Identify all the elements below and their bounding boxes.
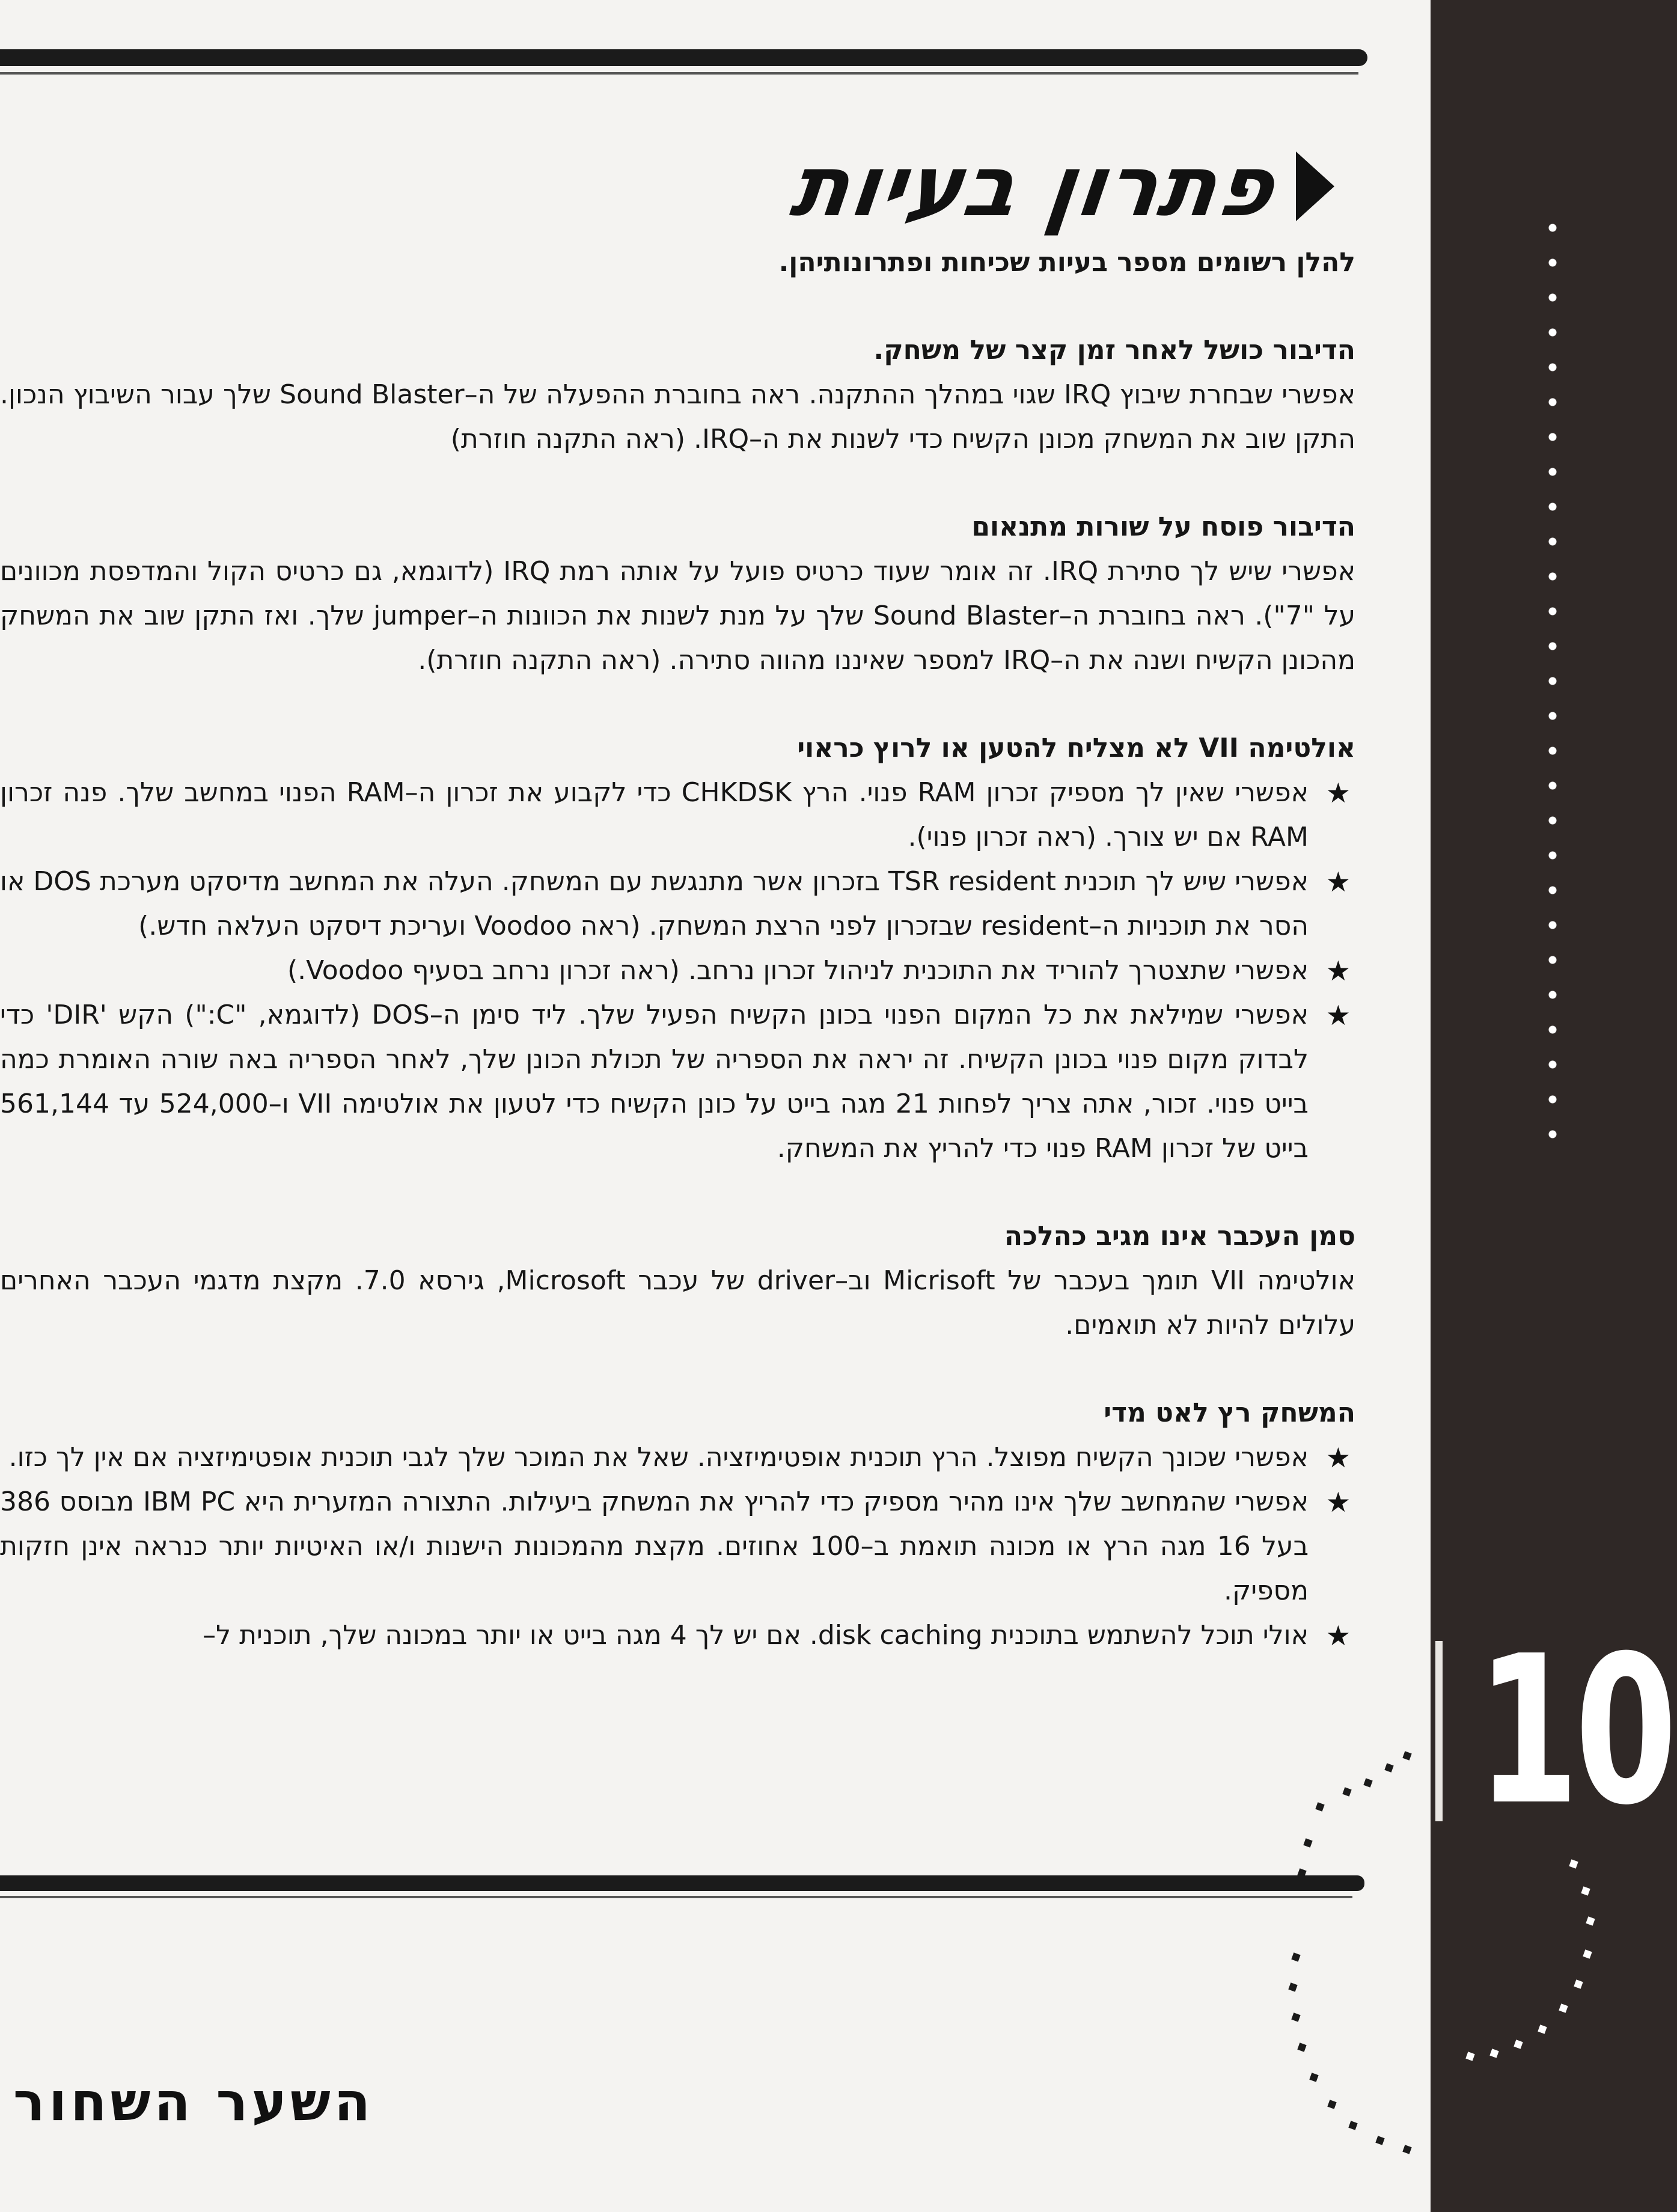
list-item: ★ אפשרי שמילאת את כל המקום הפנוי בכונן הקשיח הפעיל שלך. ליד סימן ה–DOS (לדוגמא, "C:") הקש 'DIR' כדי לבדוק מקום פנוי בכונן הקשיח. זה יראה את הספריה של תכולת הכונן שלך, לאחר הספריה באה שורה האומרת כמה בייט פנוי. זכור, אתה צריך לפחות 21 מגה בייט על כונן הקשיח כדי לטעון את אולטימה VII ו–524,000 עד 561,144 בייט של זכרון RAM פנוי כדי להריץ את המשחק. — [0, 993, 1355, 1171]
star-icon: ★ — [1325, 866, 1351, 898]
star-icon: ★ — [1325, 1441, 1351, 1474]
list-item: ★ אפשרי שכונך הקשיח מפוצל. הרץ תוכנית אופטימיזציה. שאל את המוכר שלך לגבי תוכנית אופטימיזציה אם אין לך כזו. — [0, 1435, 1355, 1480]
footer-title: השער השחור — [13, 2071, 374, 2133]
star-icon: ★ — [1325, 999, 1351, 1031]
page-title: פתרון בעיות — [785, 137, 1281, 236]
section-wont-load — [0, 726, 1355, 1171]
chapter-number: 10 — [1476, 1612, 1673, 1850]
star-icon: ★ — [1325, 955, 1351, 987]
section-speech-skips — [0, 505, 1355, 683]
bottom-rule-thin — [0, 1896, 1352, 1898]
section-paragraph: אפשרי שיש לך סתירת IRQ. זה אומר שעוד כרטיס פועל על אותה רמת IRQ (לדוגמא, גם כרטיס הקול והמדפסת מכוונים על "7"). ראה בחוברת ה–Sound Blaster שלך על מנת לשנות את הכוונות ה–jumper שלך. ואז התקן שוב את המשחק מהכונן הקשיח ושנה את ה–IRQ למספר שאיננו מהווה סתירה. (ראה התקנה חוזרת). — [0, 556, 1356, 676]
list-item: ★ אפשרי שהמחשב שלך אינו מהיר מספיק כדי להריץ את המשחק ביעילות. התצורה המזערית היא IBM PC מבוסס 386 בעל 16 מגה הרץ או מכונה תואמת ב–100 אחוזים. מקצת מהמכונות הישנות ו/או האיטיות יותר כנראה אינן חזקות מספיק. — [0, 1480, 1355, 1613]
section-title — [785, 132, 1334, 240]
section-mouse — [0, 1214, 1355, 1348]
bullet-list — [0, 1435, 1355, 1658]
top-rule-thin — [0, 72, 1358, 75]
triangle-icon — [1296, 151, 1334, 221]
section-heading: המשחק רץ לאט מדי — [1104, 1398, 1355, 1428]
star-icon: ★ — [1325, 1619, 1351, 1652]
section-speech-fails — [0, 328, 1355, 462]
section-heading: הדיבור כושל לאחר זמן קצר של משחק. — [873, 335, 1355, 365]
star-icon: ★ — [1325, 1486, 1351, 1518]
top-rule — [0, 49, 1367, 66]
bottom-rule — [0, 1875, 1364, 1891]
star-icon: ★ — [1325, 777, 1351, 809]
list-item: ★ אפשרי שאין לך מספיק זכרון RAM פנוי. הרץ CHKDSK כדי לקבוע את זכרון ה–RAM הפנוי במחשב שלך. פנה זכרון RAM אם יש צורך. (ראה זכרון פנוי). — [0, 771, 1355, 860]
list-item: ★ אולי תוכל להשתמש בתוכנית disk caching. אם יש לך 4 מגה בייט או יותר במכונה שלך, תוכנית ל– — [0, 1613, 1355, 1658]
section-slow — [0, 1391, 1355, 1658]
section-paragraph: אולטימה VII תומך בעכבר של Micrisoft וב–driver של עכבר Microsoft, גירסא 7.0. מקצת מדגמי העכבר האחרים עלולים להיות לא תואמים. — [0, 1265, 1355, 1340]
section-heading: אולטימה VII לא מצליח להטען או לרוץ כראוי — [797, 733, 1355, 763]
list-item: ★ אפשרי שיש לך תוכנית TSR resident בזכרון אשר מתנגשת עם המשחק. העלה את המחשב מדיסקט מערכת DOS או הסר את תוכניות ה–resident שבזכרון לפני הרצת המשחק. (ראה Voodoo ועריכת דיסקט העלאה חדש.) — [0, 860, 1355, 949]
section-heading: סמן העכבר אינו מגיב כהלכה — [1004, 1221, 1355, 1251]
list-item: ★ אפשרי שתצטרך להוריד את התוכנית לניהול זכרון נרחב. (ראה זכרון נרחב בסעיף Voodoo.) — [0, 949, 1355, 993]
bullet-list — [0, 771, 1355, 1171]
body-text — [0, 240, 1355, 1658]
decorative-dots — [1544, 210, 1562, 1148]
section-heading: הדיבור פוסח על שורות מתנאום — [971, 512, 1355, 542]
intro-text: להלן רשומים מספר בעיות שכיחות ופתרונותיהן. — [778, 247, 1355, 278]
section-paragraph: אפשרי שבחרת שיבוץ IRQ שגוי במהלך ההתקנה. ראה בחוברת ההפעלה של ה–Sound Blaster שלך עבור השיבוץ הנכון. התקן שוב את המשחק מכונן הקשיח כדי לשנות את ה–IRQ. (ראה התקנה חוזרת) — [0, 379, 1355, 454]
